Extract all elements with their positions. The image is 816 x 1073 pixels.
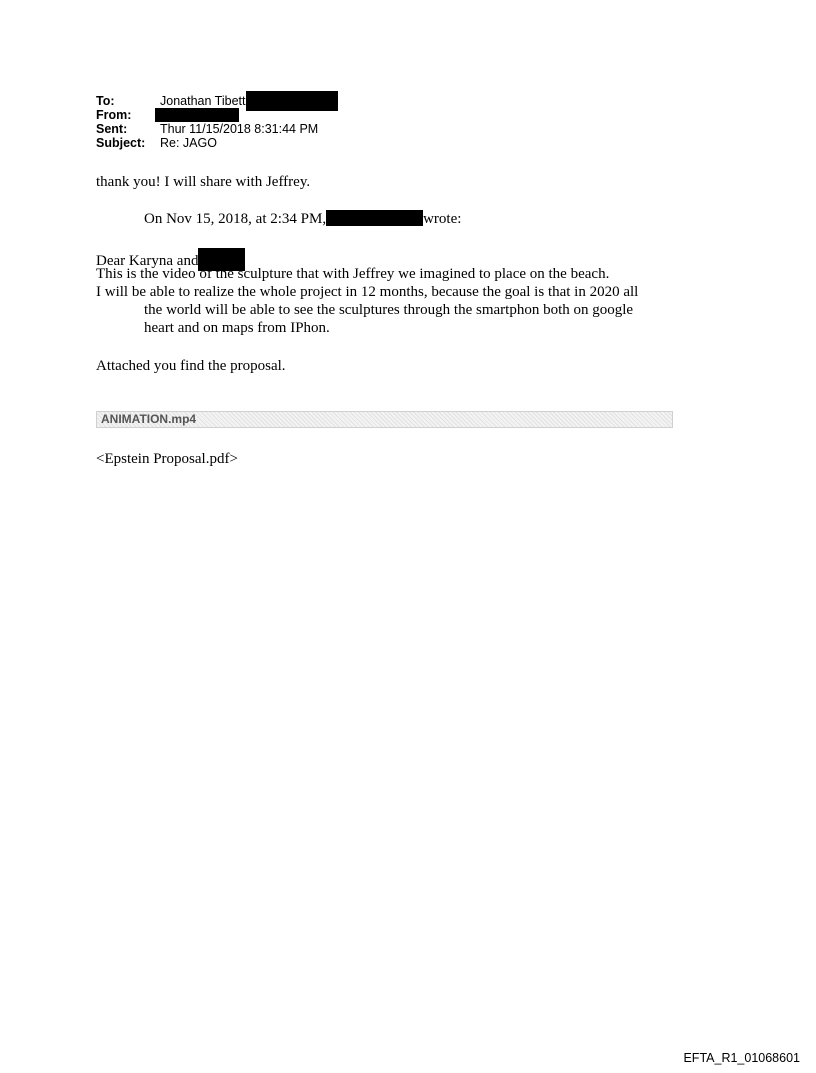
sent-value: Thur 11/15/2018 8:31:44 PM (160, 122, 319, 136)
body-line-2: I will be able to realize the whole project in 12 months, because the goal is that in 2020 all (96, 284, 639, 300)
subject-label: Subject: (96, 136, 146, 150)
attached-line: Attached you find the proposal. (96, 358, 286, 374)
redaction-box (155, 108, 239, 122)
quote-intro (144, 210, 461, 228)
subject-value: Re: JAGO (160, 136, 217, 150)
pdf-attachment[interactable]: <Epstein Proposal.pdf> (96, 451, 238, 467)
quote-intro-after: wrote: (423, 211, 462, 227)
body-line-4: heart and on maps from IPhon. (144, 320, 330, 336)
to-value: Jonathan Tibett (160, 94, 246, 108)
attachment-name[interactable]: ANIMATION.mp4 (101, 412, 197, 426)
quote-intro-before: On Nov 15, 2018, at 2:34 PM, (144, 211, 327, 227)
subject-row (96, 136, 338, 150)
email-header (96, 94, 338, 150)
body-line-1: This is the video of the sculpture that with Jeffrey we imagined to place on the beach. (96, 266, 610, 282)
document-id: EFTA_R1_01068601 (683, 1051, 800, 1065)
from-label: From: (96, 108, 132, 122)
redaction-box (326, 210, 423, 226)
to-row (96, 94, 338, 108)
greeting-text: Dear Karyna and (96, 253, 199, 269)
sent-row (96, 122, 338, 136)
to-label: To: (96, 94, 115, 108)
redaction-box (246, 91, 338, 111)
sent-label: Sent: (96, 122, 128, 136)
attachment-bar[interactable] (96, 411, 673, 428)
reply-text: thank you! I will share with Jeffrey. (96, 174, 311, 190)
body-line-3: the world will be able to see the sculptures through the smartphon both on google (144, 302, 634, 318)
